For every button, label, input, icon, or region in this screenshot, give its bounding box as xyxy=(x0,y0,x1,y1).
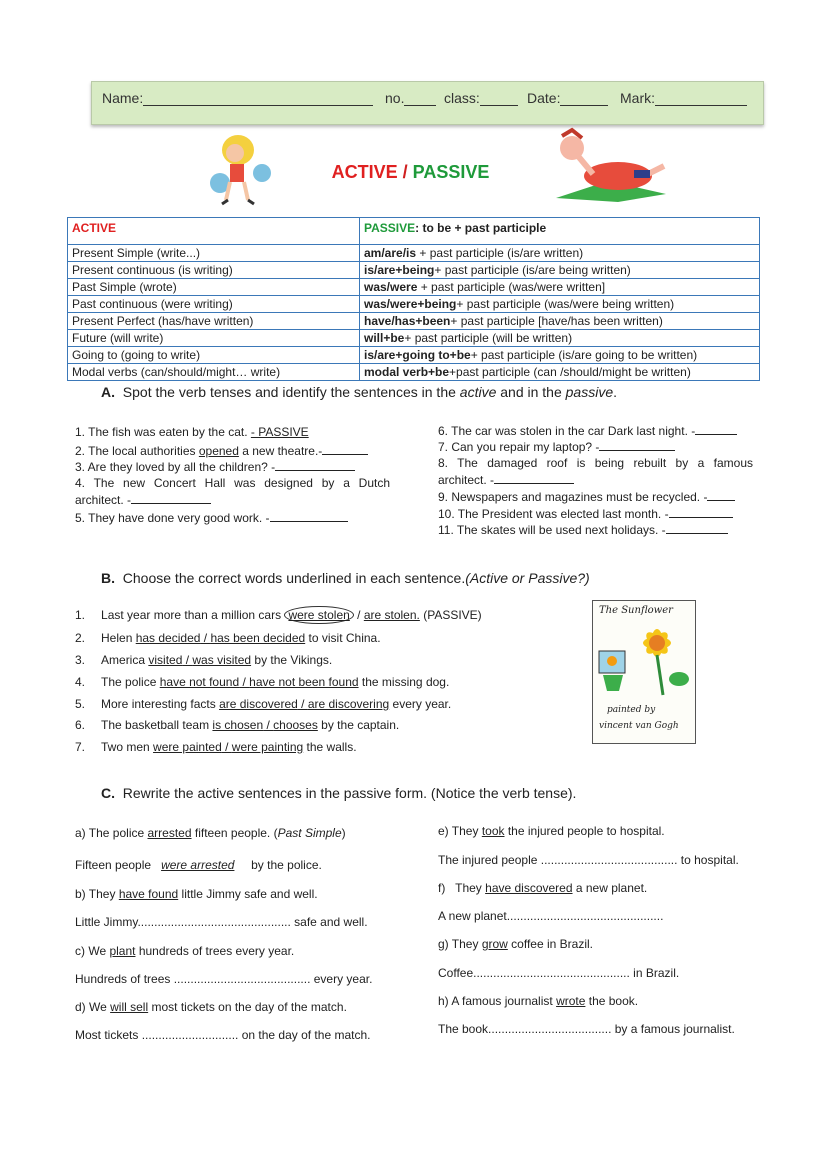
table-row: Past Simple (wrote) was/were + past participle (was/were written] xyxy=(68,279,760,296)
number-field[interactable]: no. xyxy=(385,90,436,106)
table-row: Present continuous (is writing) is/are+being+ past participle (is/are being written) xyxy=(68,262,760,279)
tenses-table xyxy=(67,217,760,381)
section-c-answer-e[interactable]: The injured people ......................................... to hospital. xyxy=(438,853,739,867)
section-a-item-6[interactable]: 6. The car was stolen in the car Dark last night. - xyxy=(438,423,737,438)
section-a-item-8: 8. The damaged roof is being rebuilt by a famous xyxy=(438,456,753,470)
name-field[interactable]: Name: xyxy=(102,90,373,106)
sunflower-painting-card: The Sunflower painted by vincent van Gogh xyxy=(592,600,696,744)
section-a-item-9[interactable]: 9. Newspapers and magazines must be recycled. - xyxy=(438,489,735,504)
section-a-item-8-cont[interactable]: architect. - xyxy=(438,472,574,487)
section-b-item-2[interactable]: 2. Helen has decided / has been decided to visit China. xyxy=(75,631,381,645)
section-c-question-b: b) They have found little Jimmy safe and well. xyxy=(75,887,318,901)
section-a-item-10[interactable]: 10. The President was elected last month. - xyxy=(438,506,733,521)
section-c-question-e: e) They took the injured people to hospital. xyxy=(438,824,665,838)
section-c-instruction: C. Rewrite the active sentences in the passive form. (Notice the verb tense). xyxy=(101,785,577,801)
section-b-item-7[interactable]: 7. Two men were painted / were painting the walls. xyxy=(75,740,357,754)
section-a-item-2[interactable]: 2. The local authorities opened a new theatre.- xyxy=(75,443,368,458)
mark-field[interactable]: Mark: xyxy=(620,90,747,106)
section-b-item-6[interactable]: 6. The basketball team is chosen / chooses by the captain. xyxy=(75,718,400,732)
table-row: Going to (going to write) is/are+going to+be+ past participle (is/are going to be written) xyxy=(68,347,760,364)
section-a-item-4-cont[interactable]: architect. - xyxy=(75,492,211,507)
section-c-answer-a[interactable]: Fifteen people were arrested by the police. xyxy=(75,858,322,872)
section-b-instruction: B. Choose the correct words underlined in each sentence.(Active or Passive?) xyxy=(101,570,590,586)
table-row: Present Simple (write...) am/are/is + past participle (is/are written) xyxy=(68,245,760,262)
section-b-item-3[interactable]: 3. America visited / was visited by the Vikings. xyxy=(75,653,333,667)
section-a-item-7[interactable]: 7. Can you repair my laptop? - xyxy=(438,439,675,454)
page-title: ACTIVE / PASSIVE xyxy=(331,162,490,182)
section-c-question-f: f) They have discovered a new planet. xyxy=(438,881,648,895)
section-c-answer-b[interactable]: Little Jimmy.............................................. safe and well. xyxy=(75,915,368,929)
table-row: Present Perfect (has/have written) have/has+been+ past participle [have/has been written) xyxy=(68,313,760,330)
section-c-answer-f[interactable]: A new planet............................................... xyxy=(438,909,664,923)
section-c-answer-g[interactable]: Coffee............................................... in Brazil. xyxy=(438,966,680,980)
section-b-item-1[interactable]: 1. Last year more than a million cars were stolen / are stolen. (PASSIVE) xyxy=(75,608,482,622)
section-c-question-d: d) We will sell most tickets on the day of the match. xyxy=(75,1000,347,1014)
section-a-item-11[interactable]: 11. The skates will be used next holidays. - xyxy=(438,522,728,537)
section-a-item-5[interactable]: 5. They have done very good work. - xyxy=(75,510,348,525)
class-field[interactable]: class: xyxy=(444,90,518,106)
section-a-item-4: 4. The new Concert Hall was designed by a Dutch xyxy=(75,476,390,490)
table-row: Future (will write) will+be+ past participle (will be written) xyxy=(68,330,760,347)
table-header-row: ACTIVE PASSIVE: to be + past participle xyxy=(68,218,760,245)
section-c-question-a: a) The police arrested fifteen people. (Past Simple) xyxy=(75,826,346,840)
section-b-item-4[interactable]: 4. The police have not found / have not been found the missing dog. xyxy=(75,675,450,689)
section-c-question-g: g) They grow coffee in Brazil. xyxy=(438,937,593,951)
section-c-question-h: h) A famous journalist wrote the book. xyxy=(438,994,639,1008)
student-info-bar xyxy=(91,81,764,125)
section-a-instruction: A. Spot the verb tenses and identify the sentences in the active and in the passive. xyxy=(101,384,617,400)
table-row: Modal verbs (can/should/might… write) modal verb+be+past participle (can /should/might be written) xyxy=(68,364,760,381)
date-field[interactable]: Date: xyxy=(527,90,608,106)
section-b-item-5[interactable]: 5. More interesting facts are discovered / are discovering every year. xyxy=(75,697,452,711)
section-c-question-c: c) We plant hundreds of trees every year. xyxy=(75,944,295,958)
section-c-answer-d[interactable]: Most tickets ............................. on the day of the match. xyxy=(75,1028,371,1042)
section-c-answer-c[interactable]: Hundreds of trees ......................................... every year. xyxy=(75,972,373,986)
sunflower-icon xyxy=(593,615,695,705)
table-row: Past continuous (were writing) was/were+being+ past participle (was/were being written) xyxy=(68,296,760,313)
section-a-item-3[interactable]: 3. Are they loved by all the children? - xyxy=(75,459,355,474)
section-c-answer-h[interactable]: The book..................................... by a famous journalist. xyxy=(438,1022,735,1036)
section-a-item-1: 1. The fish was eaten by the cat. - PASSIVE xyxy=(75,425,309,439)
